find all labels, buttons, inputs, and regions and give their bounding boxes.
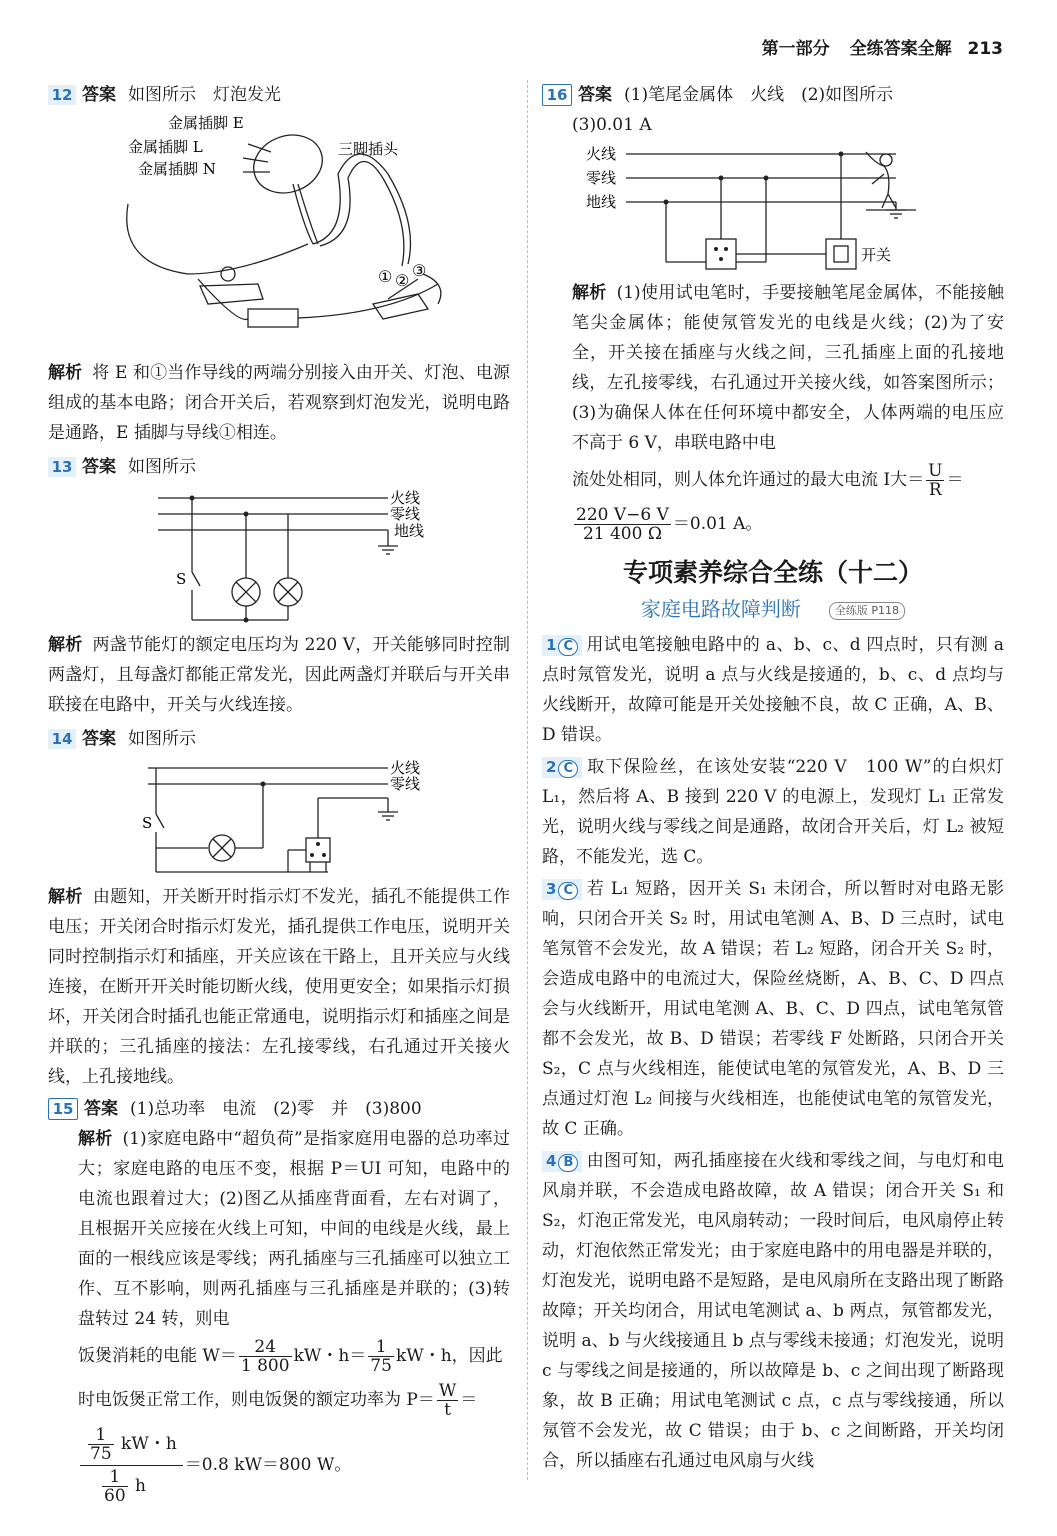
item-number: 3	[546, 880, 557, 898]
unit-kwh: kW・h＝	[293, 1346, 367, 1366]
answer-label: 答案	[84, 1099, 118, 1119]
question-15	[48, 1094, 510, 1505]
answer-text: 如图所示	[128, 457, 196, 477]
column-divider	[527, 80, 528, 1480]
section-subtitle: 家庭电路故障判断	[640, 597, 801, 621]
label-live: 火线	[390, 759, 421, 777]
label-switch: 开关	[861, 246, 892, 264]
label-ground: 地线	[394, 522, 425, 540]
label-switch: S	[142, 814, 153, 832]
analysis-label: 解析	[48, 635, 83, 655]
fraction-24-1800: $\frac{24}{1 800}$	[240, 1337, 290, 1376]
item-number: 2	[546, 758, 557, 776]
header-title: 全练答案全解	[849, 39, 952, 59]
result-text: ＝0.8 kW＝800 W。	[184, 1455, 352, 1475]
label-pin-l: 金属插脚 L	[128, 138, 203, 156]
analysis-text-b-post: kW・h，因此	[395, 1346, 503, 1366]
question-12	[48, 80, 510, 448]
analysis-text-b: 流处处相同，则人体允许通过的最大电流 I大＝	[572, 470, 925, 490]
answer-label: 答案	[578, 85, 612, 105]
analysis-label: 解析	[572, 283, 607, 303]
item-text: 用试电笔接触电路中的 a、b、c、d 四点时，只有测 a 点时氖管发光，说明 a 点与火线是接通的，b、c、d 点均与火线断开，故障可能是开关处接触不良，故 C 正确，A、B、D 错误。	[542, 635, 1004, 745]
answer-text-2: (3)0.01 A	[572, 115, 652, 135]
label-neutral: 零线	[586, 169, 617, 187]
plug-circuit-figure	[88, 114, 498, 354]
answer-text: (1)总功率 电流 (2)零 并 (3)800	[130, 1099, 422, 1119]
section-subtitle-row	[542, 594, 1004, 624]
analysis-text-a: (1)家庭电路中“超负荷”是指家庭用电器的总功率过大；家庭电路的电压不变，根据 P＝UI 可知，电路中的电流也跟着过大；(2)图乙从插座背面看，左右对调了，且根据开关应接在火线上可知，中间的电线是火线，最上面的一根线应该是零线；两孔插座与三孔插座可以独立工作、互不影响，则两孔插座与三孔插座是并联的；(3)转盘转过 24 转，则电	[78, 1129, 510, 1329]
analysis-text: 由题知，开关断开时指示灯不发光，插孔不能提供工作电压；开关闭合时指示灯发光，插孔提供工作电压，说明开关同时控制指示灯和插座，开关应该在干路上，且开关应与火线连接，在断开开关时能切断火线，使用更安全；如果指示灯损坏，开关闭合时插孔也能正常通电，说明指示灯和插座之间是并联的；三孔插座的接法：左孔接零线，右孔通过开关接火线，上孔接地线。	[48, 887, 511, 1087]
label-wire-1: ①	[378, 267, 393, 286]
analysis-text: 两盏节能灯的额定电压均为 220 V，开关能够同时控制两盏灯，且每盏灯都能正常发光，因此两盏灯并联后与开关串联接在电路中，开关与火线连接。	[48, 635, 510, 715]
question-number: 13	[48, 457, 76, 477]
analysis-label: 解析	[48, 363, 83, 383]
analysis-text: 将 E 和①当作导线的两端分别接入由开关、灯泡、电源组成的基本电路；闭合开关后，若观察到灯泡发光，说明电路是通路，E 插脚与导线①相连。	[48, 363, 511, 443]
analysis-label: 解析	[78, 1129, 113, 1149]
answer-label: 答案	[82, 729, 116, 749]
label-wire-3: ③	[412, 261, 427, 280]
two-lamp-circuit-figure	[88, 486, 425, 626]
fraction-1-75: $\frac{1}{75}$	[370, 1337, 392, 1376]
header-section: 第一部分	[761, 39, 830, 59]
item-number: 1	[546, 636, 557, 654]
item-choice: C	[558, 638, 578, 656]
answer-text: 如图所示	[128, 729, 196, 749]
result-text: ＝0.01 A。	[672, 514, 763, 534]
item-text: 取下保险丝，在该处安装“220 V 100 W”的白炽灯 L₁，然后将 A、B 接到 220 V 的电源上，发现灯 L₁ 正常发光，说明火线与零线之间是通路，故闭合开关后，灯 L₂ 被短路，不能发光，选 C。	[542, 757, 1004, 867]
label-plug: 三脚插头	[338, 140, 399, 158]
fraction-w-t: $\frac{W}{t}$	[438, 1381, 457, 1420]
compound-fraction: $\frac{1}{75}$ kW・h $\frac{1}{60}$ h ＝0.8 kW＝800 W。	[48, 1426, 510, 1505]
question-14	[48, 724, 510, 1092]
question-13	[48, 452, 510, 720]
left-column	[48, 80, 510, 1505]
test-pen-circuit-figure	[566, 144, 926, 274]
question-number: 15	[48, 1098, 78, 1120]
label-switch: S	[176, 570, 187, 588]
item-3	[542, 874, 1004, 1144]
reference-tag: 全练版 P118	[829, 602, 905, 620]
analysis-label: 解析	[48, 887, 83, 907]
question-number: 12	[48, 85, 76, 105]
answer-label: 答案	[82, 457, 116, 477]
label-wire-2: ②	[395, 271, 410, 290]
label-pin-e: 金属插脚 E	[168, 114, 244, 132]
analysis-text-c: 时电饭煲正常工作，则电饭煲的额定功率为 P＝	[78, 1390, 435, 1410]
question-number: 14	[48, 729, 76, 749]
equals-sign: ＝	[946, 470, 964, 490]
item-choice: C	[558, 760, 578, 778]
analysis-text-b: 饭煲消耗的电能 W＝	[78, 1346, 237, 1366]
label-live: 火线	[586, 145, 617, 163]
fraction-voltage-resistance: $\frac{220 V-6 V}{21 400 \Omega}$	[576, 505, 669, 544]
answer-text: 如图所示 灯泡发光	[128, 85, 281, 105]
page-number: 213	[967, 39, 1003, 59]
label-live: 火线	[390, 489, 421, 507]
indicator-socket-circuit-figure	[88, 758, 421, 878]
label-neutral: 零线	[390, 775, 421, 793]
item-1	[542, 630, 1004, 750]
equals-sign: ＝	[460, 1390, 478, 1410]
item-number: 4	[546, 1152, 557, 1170]
question-number: 16	[542, 84, 572, 106]
label-ground: 地线	[586, 193, 617, 211]
section-title: 专项素养综合全练（十二）	[622, 558, 923, 587]
answer-text: (1)笔尾金属体 火线 (2)如图所示	[624, 85, 894, 105]
fraction-u-r: $\frac{U}{R}$	[928, 461, 943, 500]
answer-label: 答案	[82, 85, 116, 105]
item-choice: C	[558, 882, 578, 900]
question-16	[542, 80, 1004, 546]
item-4	[542, 1146, 1004, 1476]
item-text: 由图可知，两孔插座接在火线和零线之间，与电灯和电风扇并联，不会造成电路故障，故 A 错误；闭合开关 S₁ 和 S₂，灯泡正常发光，电风扇转动；一段时间后，电风扇停止转动，灯泡依然正常发光；由于家庭电路中的用电器是并联的，灯泡发光，说明电路不是短路，是电风扇所在支路出现了断路故障；开关均闭合，用试电笔测试 a、b 两点，氖管都发光，说明 a、b 与火线接通且 b 点与零线未接通；灯泡发光，说明 c 与零线之间是接通的，所以故障是 b、c 之间出现了断路现象，故 B 正确；用试电笔测试 c 点，c 点与零线接通，所以氖管不会发光，故 C 错误；由于 b、c 之间断路，开关均闭合，所以插座右孔通过电风扇与火线	[542, 1151, 1004, 1471]
label-neutral: 零线	[390, 505, 421, 523]
item-2	[542, 752, 1004, 872]
right-column	[542, 80, 1004, 1478]
label-pin-n: 金属插脚 N	[138, 160, 216, 178]
analysis-text: (1)使用试电笔时，手要接触笔尾金属体，不能接触笔尖金属体；能使氖管发光的电线是火线；(2)为了安全，开关接在插座与火线之间，三孔插座上面的孔接地线，左孔接零线，右孔通过开关接火线，如答案图所示；(3)为确保人体在任何环境中都安全，人体两端的电压应不高于 6 V，串联电路中电	[572, 283, 1004, 453]
page-header	[762, 34, 1003, 59]
item-choice: B	[558, 1154, 578, 1172]
item-text: 若 L₁ 短路，因开关 S₁ 未闭合，所以暂时对电路无影响，只闭合开关 S₂ 时，用试电笔测 A、B、D 三点时，试电笔氖管不会发光，故 A 错误；若 L₂ 短路，闭合开关 S₂ 时，会造成电路中的电流过大，保险丝烧断，A、B、C、D 四点会与火线断开，用试电笔测 A、B、C、D 四点，试电笔氖管都不会发光，故 B、D 错误；若零线 F 处断路，只闭合开关 S₂，C 点与火线相连，能使试电笔的氖管发光，A、B、D 三点通过灯泡 L₂ 间接与火线相连，也能使试电笔的氖管发光，故 C 正确。	[542, 879, 1004, 1139]
